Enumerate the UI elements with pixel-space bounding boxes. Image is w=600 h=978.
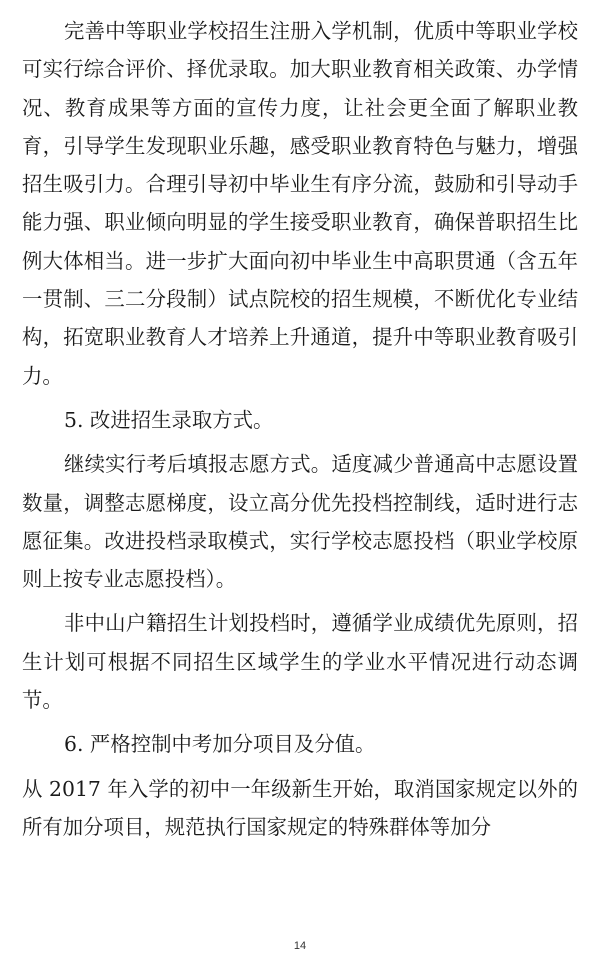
heading-item-6: 6. 严格控制中考加分项目及分值。: [64, 732, 376, 757]
paragraph-bonus-points: 从 2017 年入学的初中一年级新生开始，取消国家规定以外的所有加分项目，规范执行国家规定的特殊群体等加分: [22, 776, 578, 839]
body-text: [22, 12, 578, 852]
page-number: 14: [293, 940, 307, 952]
paragraph-non-local-admission: 非中山户籍招生计划投档时，遵循学业成绩优先原则，招生计划可根据不同招生区域学生的学业水平情况进行动态调节。: [22, 611, 578, 713]
paragraph-vocational-enrollment: 完善中等职业学校招生注册入学机制，优质中等职业学校可实行综合评价、择优录取。加大职业教育相关政策、办学情况、教育成果等方面的宣传力度，让社会更全面了解职业教育，引导学生发现职业乐趣，感受职业教育特色与魅力，增强招生吸引力。合理引导初中毕业生有序分流，鼓励和引导动手能力强、职业倾向明显的学生接受职业教育，确保普职招生比例大体相当。进一步扩大面向初中毕业生中高职贯通（含五年一贯制、三二分段制）试点院校的招生规模，不断优化专业结构，拓宽职业教育人才培养上升通道，提升中等职业教育吸引力。: [22, 19, 578, 388]
paragraph-volunteer-filling: 继续实行考后填报志愿方式。适度减少普通高中志愿设置数量，调整志愿梯度，设立高分优先投档控制线，适时进行志愿征集。改进投档录取模式，实行学校志愿投档（职业学校原则上按专业志愿投档）。: [22, 452, 578, 592]
heading-item-5: 5. 改进招生录取方式。: [64, 407, 274, 432]
